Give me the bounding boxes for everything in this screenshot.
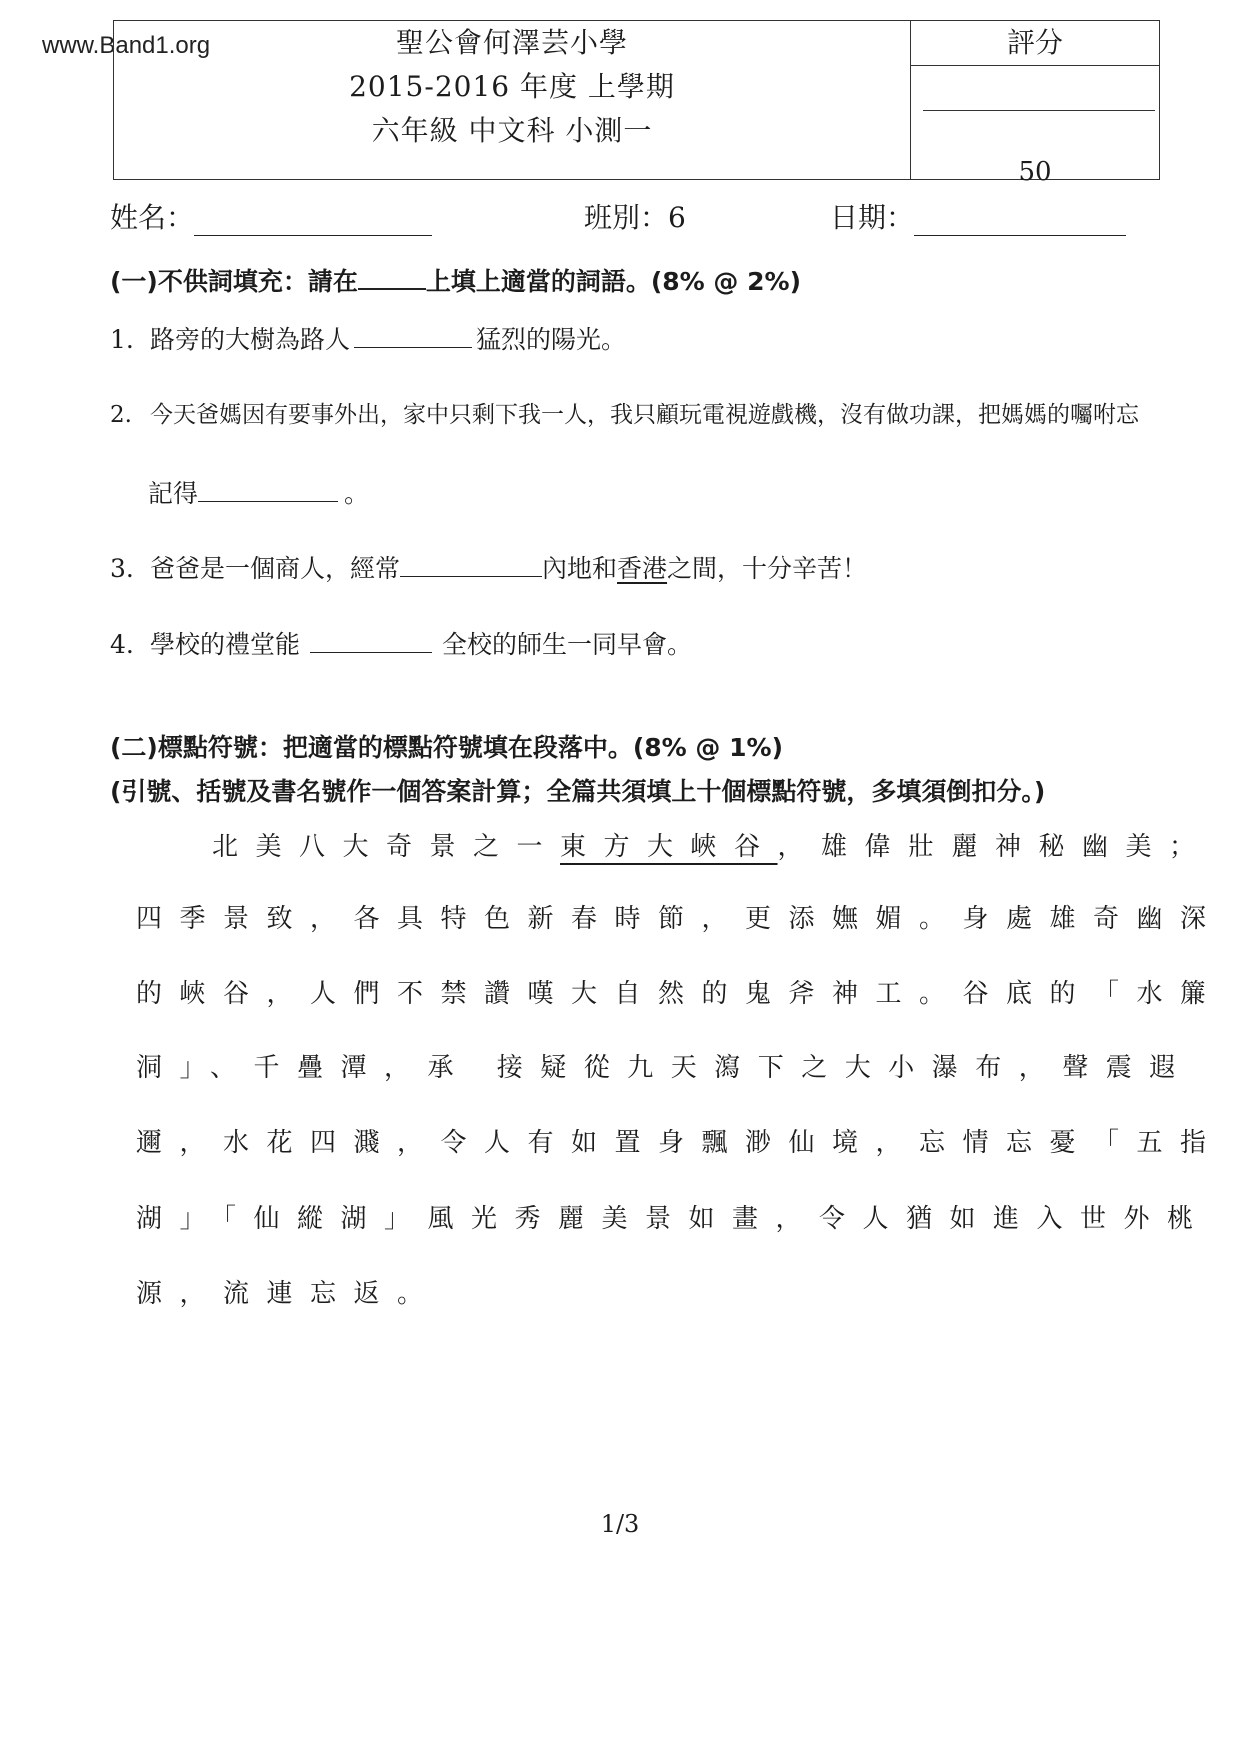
question-4 xyxy=(110,625,692,661)
question-2-line2-pre: 記得 xyxy=(148,479,199,508)
page-number: 1/3 xyxy=(600,1510,640,1538)
question-2 xyxy=(110,396,1139,429)
question-3-blank[interactable] xyxy=(400,550,542,577)
date-field[interactable] xyxy=(830,196,1126,236)
passage-line-2: 四季景致，各具特色新春時節，更添嫵媚。身處雄奇幽深 xyxy=(136,904,1224,934)
name-field[interactable] xyxy=(110,196,432,236)
question-3-pre: 爸爸是一個商人，經常 xyxy=(150,554,401,583)
header-box xyxy=(113,20,1160,187)
class-field xyxy=(584,196,686,236)
score-total: 50 xyxy=(1018,157,1052,187)
question-3-mid: 內地和 xyxy=(542,554,618,583)
passage-term-east-grand-canyon: 東方大峽谷 xyxy=(560,832,778,862)
question-2-number: 2. xyxy=(110,402,132,428)
question-1-pre: 路旁的大樹為路人 xyxy=(150,325,351,354)
question-2-line2 xyxy=(148,474,369,510)
name-blank[interactable] xyxy=(194,207,432,236)
section1-title xyxy=(110,262,801,298)
question-4-number: 4. xyxy=(110,630,134,659)
section2-note: (引號、括號及書名號作一個答案計算；全篇共須填上十個標點符號，多填須倒扣分。) xyxy=(110,777,1046,806)
passage-line-4: 洞」、千疊潭，承 接疑從九天瀉下之大小瀑布，聲震遐 xyxy=(136,1053,1193,1083)
school-name: 聖公會何澤芸小學 xyxy=(395,26,628,59)
name-label: 姓名： xyxy=(110,201,195,234)
question-3-number: 3. xyxy=(110,554,134,583)
passage-line-3: 的峽谷，人們不禁讚嘆大自然的鬼斧神工。谷底的「水簾 xyxy=(136,979,1224,1009)
passage-line-6: 湖」「仙縱湖」風光秀麗美景如畫，令人猶如進入世外桃 xyxy=(136,1204,1211,1234)
question-3-post: 之間，十分辛苦！ xyxy=(667,554,868,583)
passage-line-7: 源，流連忘返。 xyxy=(136,1279,441,1309)
question-1-post: 猛烈的陽光。 xyxy=(476,325,627,354)
question-3 xyxy=(110,549,867,585)
section2-title: (二)標點符號：把適當的標點符號填在段落中。(8% @ 1%) xyxy=(110,733,783,762)
passage-line-1-post: ，雄偉壯麗神秘幽美； xyxy=(777,832,1213,862)
score-divider xyxy=(923,110,1155,111)
section1-title-pre: (一)不供詞填充：請在 xyxy=(110,267,358,296)
question-4-pre: 學校的禮堂能 xyxy=(150,630,301,659)
subject-label: 六年級 中文科 小測一 xyxy=(371,114,653,147)
score-label: 評分 xyxy=(911,21,1159,66)
section1-title-blank xyxy=(358,266,426,290)
question-3-term-hong-kong: 香港 xyxy=(617,554,668,583)
section1-title-post: 上填上適當的詞語。(8% @ 2%) xyxy=(425,267,802,296)
date-label: 日期： xyxy=(830,201,915,234)
question-1 xyxy=(110,320,626,356)
score-box xyxy=(910,21,1159,187)
header-title xyxy=(114,21,910,179)
passage-line-1-pre: 北美八大奇景之一 xyxy=(212,832,561,862)
passage-line-5: 邇，水花四濺，令人有如置身飄渺仙境，忘情忘憂「五指 xyxy=(136,1128,1224,1158)
question-2-blank[interactable] xyxy=(198,475,338,502)
watermark: www.Band1.org xyxy=(42,32,211,59)
question-4-blank[interactable] xyxy=(310,626,432,653)
passage-line-1 xyxy=(212,826,1213,863)
question-1-blank[interactable] xyxy=(354,321,472,348)
question-2-line1: 今天爸媽因有要事外出，家中只剩下我一人，我只顧玩電視遊戲機，沒有做功課，把媽媽的囑咐忘 xyxy=(150,402,1139,428)
class-label: 班別：6 xyxy=(584,201,686,234)
date-blank[interactable] xyxy=(914,207,1126,236)
student-info-row xyxy=(110,196,1140,236)
question-4-post: 全校的師生一同早會。 xyxy=(442,630,693,659)
question-1-number: 1. xyxy=(110,325,134,354)
question-2-line2-post: 。 xyxy=(344,479,370,508)
term-label: 2015-2016 年度 上學期 xyxy=(349,70,675,103)
